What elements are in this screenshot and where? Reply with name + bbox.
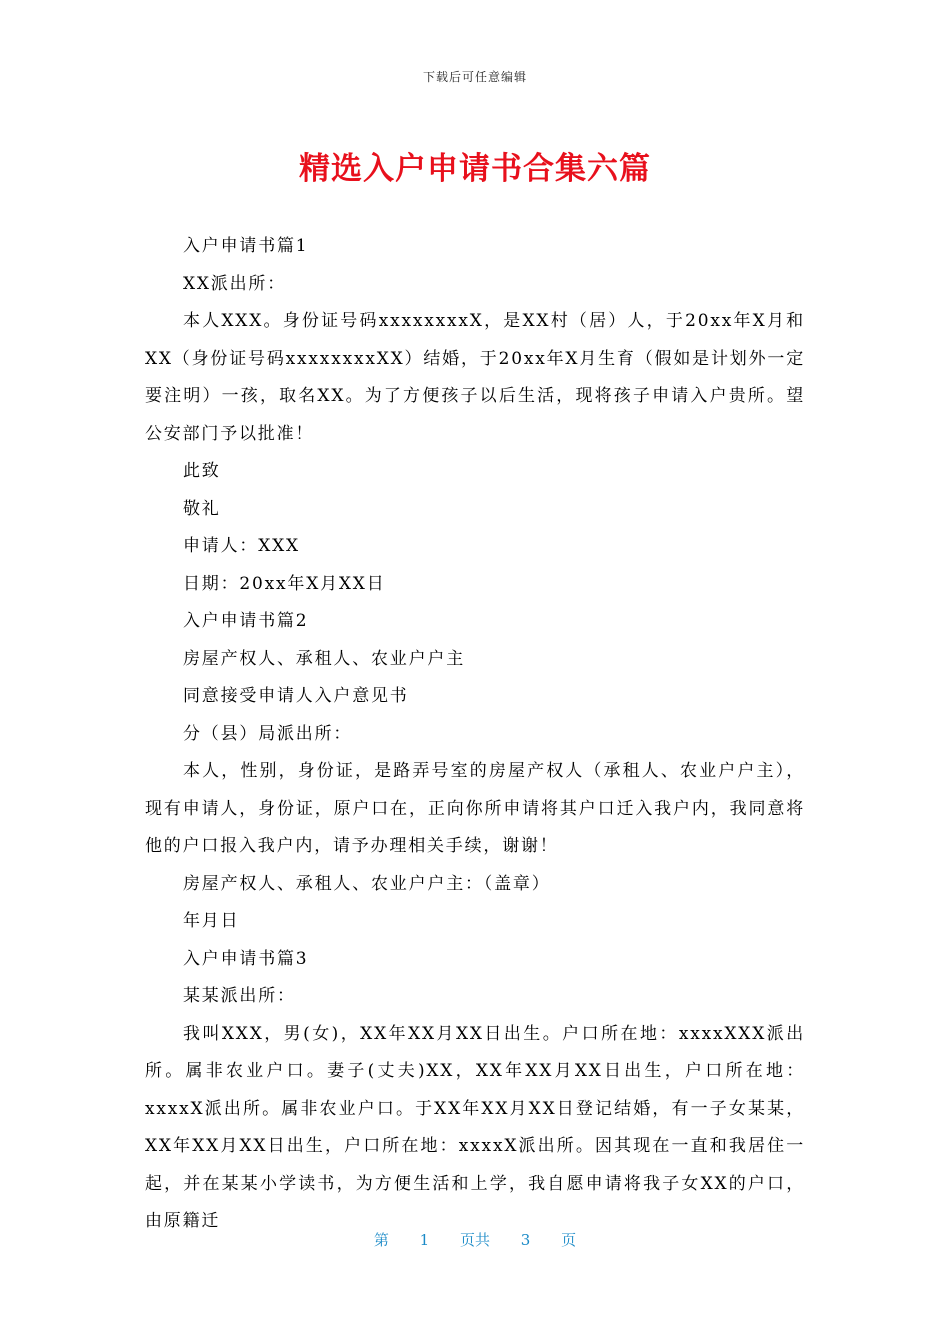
header-note: 下载后可任意编辑 [422, 70, 527, 84]
paragraph: 入户申请书篇3 [183, 948, 309, 969]
footer-label-end: 页 [561, 1231, 577, 1249]
paragraph: 本人XXX。身份证号码xxxxxxxxX，是XX村（居）人，于20xx年X月和XX（身份证号码xxxxxxxxXX）结婚，于20xx年X月生育（假如是计划外一定要注明）一孩，取名XX。为了方便孩子以后生活，现将孩子申请入户贵所。望公安部门予以批准！ [145, 311, 805, 444]
paragraph: 本人，性别，身份证，是路弄号室的房屋产权人（承租人、农业户户主），现有申请人，身份证，原户口在，正向你所申请将其户口迁入我户内，我同意将他的户口报入我户内，请予办理相关手续，谢谢！ [145, 761, 805, 856]
paragraph: 我叫XXX，男(女)，XX年XX月XX日出生。户口所在地：xxxxXXX派出所。属非农业户口。妻子(丈夫)XX，XX年XX月XX日出生，户口所在地：xxxxX派出所。属非农业户口。于XX年XX月XX日登记结婚，有一子女某某，XX年XX月XX日出生，户口所在地：xxxxX派出所。因其现在一直和我居住一起，并在某某小学读书，为方便生活和上学，我自愿申请将我子女XX的户口，由原籍迁 [145, 1023, 805, 1231]
paragraph: 入户申请书篇2 [183, 611, 309, 631]
paragraph: 年月日 [183, 911, 240, 931]
footer-label-page: 第 [373, 1231, 389, 1249]
paragraph: 申请人：XXX [183, 536, 300, 556]
page-footer [0, 1229, 950, 1250]
footer-label-total: 页共 [459, 1231, 490, 1249]
paragraph: 此致 [183, 461, 221, 481]
footer-total-pages: 3 [520, 1231, 531, 1249]
paragraph: 房屋产权人、承租人、农业户户主：（盖章） [183, 873, 551, 894]
paragraph: 敬礼 [183, 498, 221, 519]
paragraph: 同意接受申请人入户意见书 [183, 686, 409, 706]
paragraph: 日期：20xx年X月XX日 [183, 573, 386, 594]
document-title: 精选入户申请书合集六篇 [299, 151, 651, 187]
paragraph: 分（县）局派出所： [183, 723, 353, 744]
footer-page-number: 1 [419, 1231, 430, 1249]
paragraph: 某某派出所： [183, 986, 296, 1006]
document-body [145, 228, 805, 1241]
paragraph: 房屋产权人、承租人、农业户户主 [183, 648, 465, 669]
paragraph: XX派出所： [183, 273, 287, 294]
paragraph: 入户申请书篇1 [183, 236, 309, 256]
